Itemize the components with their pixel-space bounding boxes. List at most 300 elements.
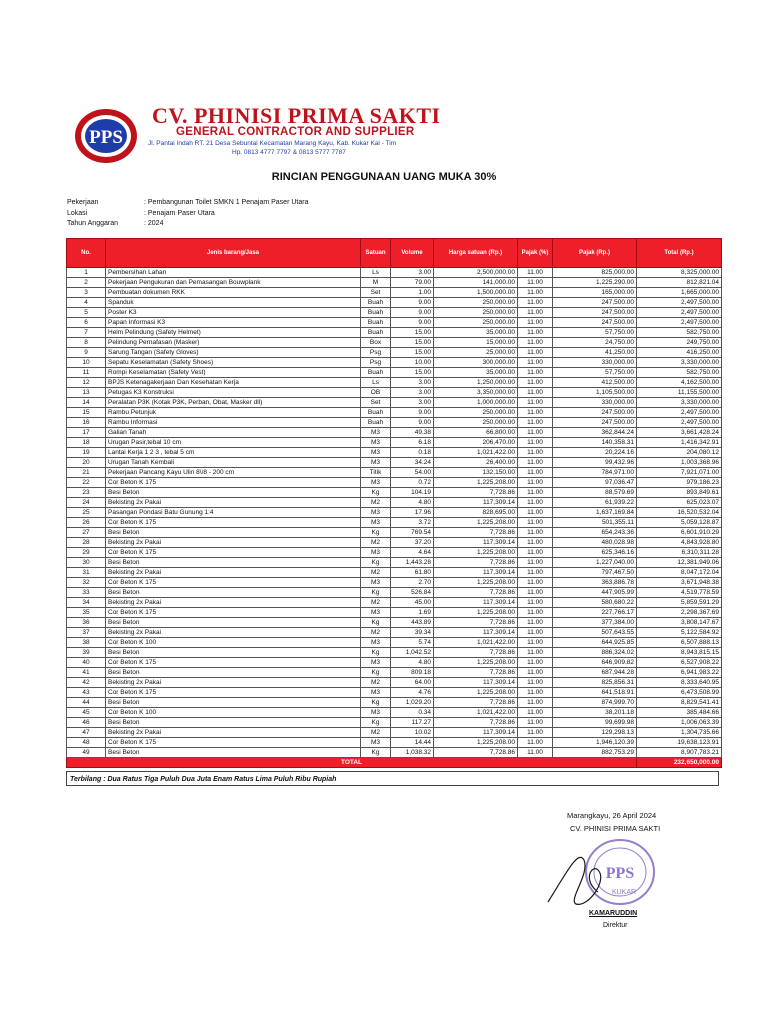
table-row (67, 678, 722, 688)
row-item: Besi Beton (106, 698, 361, 708)
table-row (67, 748, 722, 758)
row-volume: 0.18 (391, 448, 434, 458)
row-total: 812,821.04 (637, 278, 722, 288)
row-total: 5,122,584.92 (637, 628, 722, 638)
row-total: 1,003,368.96 (637, 458, 722, 468)
tahun-value: : 2024 (144, 220, 164, 227)
row-tax-pct: 11.00 (518, 708, 553, 718)
row-volume: 3.00 (391, 388, 434, 398)
row-tax-pct: 11.00 (518, 598, 553, 608)
row-volume: 3.72 (391, 518, 434, 528)
row-total: 1,416,342.91 (637, 438, 722, 448)
row-item: Rompi Keselamatan (Safety Vest) (106, 368, 361, 378)
row-volume: 39.34 (391, 628, 434, 638)
row-item: Cor Beton K 175 (106, 478, 361, 488)
row-no: 8 (67, 338, 106, 348)
table-row (67, 698, 722, 708)
row-unit-price: 1,021,422.00 (434, 638, 518, 648)
row-unit: M3 (361, 708, 391, 718)
row-tax-pct: 11.00 (518, 368, 553, 378)
row-unit-price: 117,309.14 (434, 598, 518, 608)
row-item: Besi Beton (106, 718, 361, 728)
row-tax-amount: 57,750.00 (553, 328, 637, 338)
row-total: 3,330,000.00 (637, 358, 722, 368)
row-no: 13 (67, 388, 106, 398)
row-total: 6,601,910.29 (637, 528, 722, 538)
row-volume: 37.20 (391, 538, 434, 548)
table-row (67, 268, 722, 278)
table-row (67, 408, 722, 418)
row-no: 6 (67, 318, 106, 328)
row-tax-amount: 641,518.91 (553, 688, 637, 698)
signer-name: KAMARUDDIN (589, 910, 638, 917)
row-tax-amount: 886,324.02 (553, 648, 637, 658)
company-tagline: GENERAL CONTRACTOR AND SUPPLIER (176, 126, 415, 138)
row-tax-amount: 825,856.31 (553, 678, 637, 688)
row-unit: M2 (361, 728, 391, 738)
row-unit: M3 (361, 448, 391, 458)
row-tax-pct: 11.00 (518, 608, 553, 618)
row-no: 9 (67, 348, 106, 358)
row-item: Cor Beton K 175 (106, 608, 361, 618)
table-row (67, 568, 722, 578)
row-unit-price: 250,000.00 (434, 308, 518, 318)
row-item: Bekisting 2x Pakai (106, 628, 361, 638)
row-tax-amount: 363,886.78 (553, 578, 637, 588)
row-unit-price: 7,728.86 (434, 558, 518, 568)
row-volume: 15.00 (391, 338, 434, 348)
table-row (67, 598, 722, 608)
row-total: 7,921,071.00 (637, 468, 722, 478)
row-total: 6,527,908.22 (637, 658, 722, 668)
row-no: 5 (67, 308, 106, 318)
row-tax-amount: 507,643.55 (553, 628, 637, 638)
row-volume: 0.72 (391, 478, 434, 488)
row-tax-amount: 41,250.00 (553, 348, 637, 358)
row-unit: M2 (361, 598, 391, 608)
row-unit: Kg (361, 558, 391, 568)
row-total: 8,907,783.21 (637, 748, 722, 758)
row-no: 37 (67, 628, 106, 638)
row-no: 11 (67, 368, 106, 378)
table-row (67, 318, 722, 328)
row-unit-price: 7,728.86 (434, 668, 518, 678)
row-item: Rambu Informasi (106, 418, 361, 428)
lokasi-value: : Penajam Paser Utara (144, 209, 215, 217)
row-unit-price: 117,309.14 (434, 568, 518, 578)
row-item: Besi Beton (106, 588, 361, 598)
row-unit: M2 (361, 538, 391, 548)
row-unit-price: 250,000.00 (434, 408, 518, 418)
row-item: Lantai Kerja 1 2 3 , tebal 5 cm (106, 448, 361, 458)
row-unit: Buah (361, 308, 391, 318)
total-label: TOTAL (67, 758, 637, 768)
row-item: Pekerjaan Pengukuran dan Pemasangan Bouwplank (106, 278, 361, 288)
row-total: 979,186.23 (637, 478, 722, 488)
row-tax-pct: 11.00 (518, 428, 553, 438)
row-unit: M3 (361, 478, 391, 488)
row-unit: M3 (361, 738, 391, 748)
row-item: Papan Informasi K3 (106, 318, 361, 328)
row-tax-pct: 11.00 (518, 418, 553, 428)
row-no: 25 (67, 508, 106, 518)
row-tax-amount: 1,227,040.00 (553, 558, 637, 568)
row-total: 893,849.61 (637, 488, 722, 498)
row-unit-price: 1,225,208.00 (434, 738, 518, 748)
row-tax-pct: 11.00 (518, 688, 553, 698)
row-unit: Kg (361, 488, 391, 498)
row-tax-amount: 1,105,500.00 (553, 388, 637, 398)
row-unit: M3 (361, 458, 391, 468)
row-volume: 49.38 (391, 428, 434, 438)
table-row (67, 718, 722, 728)
row-item: Bekisting 2x Pakai (106, 598, 361, 608)
row-unit-price: 1,021,422.00 (434, 708, 518, 718)
row-tax-amount: 247,500.00 (553, 318, 637, 328)
row-item: Spanduk (106, 298, 361, 308)
row-volume: 5.74 (391, 638, 434, 648)
row-tax-pct: 11.00 (518, 578, 553, 588)
row-unit-price: 141,000.00 (434, 278, 518, 288)
table-row (67, 618, 722, 628)
row-tax-pct: 11.00 (518, 728, 553, 738)
row-unit: Kg (361, 698, 391, 708)
row-item: BPJS Ketenagakerjaan Dan Kesehatan Kerja (106, 378, 361, 388)
row-volume: 15.00 (391, 348, 434, 358)
row-total: 8,943,815.15 (637, 648, 722, 658)
row-volume: 1,038.32 (391, 748, 434, 758)
row-tax-amount: 580,680.22 (553, 598, 637, 608)
row-unit: Buah (361, 368, 391, 378)
row-volume: 9.00 (391, 318, 434, 328)
row-no: 1 (67, 268, 106, 278)
row-no: 2 (67, 278, 106, 288)
row-item: Urugan Tanah Kembali (106, 458, 361, 468)
row-tax-amount: 97,036.47 (553, 478, 637, 488)
row-no: 20 (67, 458, 106, 468)
row-total: 4,519,778.59 (637, 588, 722, 598)
row-tax-amount: 61,939.22 (553, 498, 637, 508)
row-unit-price: 1,250,000.00 (434, 378, 518, 388)
table-header-row (67, 239, 722, 268)
row-total: 2,497,500.00 (637, 318, 722, 328)
table-row (67, 418, 722, 428)
row-item: Besi Beton (106, 748, 361, 758)
row-tax-pct: 11.00 (518, 618, 553, 628)
col-header-unit-price: Harga satuan (Rp.) (434, 239, 518, 268)
table-row (67, 338, 722, 348)
row-unit-price: 1,225,208.00 (434, 478, 518, 488)
row-volume: 9.00 (391, 298, 434, 308)
col-header-tax-amount: Pajak (Rp.) (553, 239, 637, 268)
table-row (67, 508, 722, 518)
row-tax-pct: 11.00 (518, 698, 553, 708)
row-volume: 9.00 (391, 308, 434, 318)
row-tax-pct: 11.00 (518, 308, 553, 318)
pekerjaan-label: Pekerjaan (67, 199, 99, 206)
row-unit: Titik (361, 468, 391, 478)
row-tax-amount: 646,909.82 (553, 658, 637, 668)
row-total: 2,497,500.00 (637, 308, 722, 318)
row-tax-pct: 11.00 (518, 348, 553, 358)
row-total: 8,325,000.00 (637, 268, 722, 278)
row-tax-amount: 377,384.00 (553, 618, 637, 628)
row-item: Cor Beton K 100 (106, 708, 361, 718)
row-tax-pct: 11.00 (518, 338, 553, 348)
row-tax-amount: 227,766.17 (553, 608, 637, 618)
row-tax-amount: 625,346.16 (553, 548, 637, 558)
row-item: Bekisting 2x Pakai (106, 538, 361, 548)
company-phone: Hp. 0813 4777 7797 & 0813 5777 7787 (232, 149, 346, 156)
table-row (67, 438, 722, 448)
row-unit-price: 1,225,208.00 (434, 608, 518, 618)
row-unit: M3 (361, 688, 391, 698)
row-tax-pct: 11.00 (518, 318, 553, 328)
row-item: Bekisting 2x Pakai (106, 728, 361, 738)
row-unit: M3 (361, 428, 391, 438)
row-unit-price: 117,309.14 (434, 628, 518, 638)
row-unit-price: 35,000.00 (434, 328, 518, 338)
row-no: 47 (67, 728, 106, 738)
table-row (67, 628, 722, 638)
row-no: 31 (67, 568, 106, 578)
row-total: 8,047,172.04 (637, 568, 722, 578)
table-row (67, 528, 722, 538)
row-total: 2,497,500.00 (637, 408, 722, 418)
table-row (67, 458, 722, 468)
row-unit: Kg (361, 668, 391, 678)
row-unit: Psg (361, 358, 391, 368)
row-item: Bekisting 2x Pakai (106, 498, 361, 508)
row-unit-price: 117,309.14 (434, 498, 518, 508)
table-row (67, 378, 722, 388)
row-total: 3,661,428.24 (637, 428, 722, 438)
row-tax-amount: 501,355.11 (553, 518, 637, 528)
row-unit-price: 25,000.00 (434, 348, 518, 358)
row-no: 41 (67, 668, 106, 678)
row-item: Helm Pelindung (Safety Helmet) (106, 328, 361, 338)
row-total: 3,671,948.38 (637, 578, 722, 588)
row-tax-pct: 11.00 (518, 678, 553, 688)
row-tax-pct: 11.00 (518, 448, 553, 458)
row-no: 23 (67, 488, 106, 498)
row-tax-pct: 11.00 (518, 408, 553, 418)
row-volume: 3.00 (391, 398, 434, 408)
row-volume: 1.69 (391, 608, 434, 618)
row-item: Besi Beton (106, 528, 361, 538)
row-item: Cor Beton K 175 (106, 688, 361, 698)
company-stamp (538, 830, 678, 920)
row-unit-price: 1,000,000.00 (434, 398, 518, 408)
row-volume: 769.54 (391, 528, 434, 538)
row-tax-pct: 11.00 (518, 748, 553, 758)
row-volume: 0.34 (391, 708, 434, 718)
row-volume: 809.18 (391, 668, 434, 678)
total-row (67, 758, 722, 768)
row-tax-pct: 11.00 (518, 648, 553, 658)
row-unit-price: 7,728.86 (434, 748, 518, 758)
row-unit-price: 828,695.00 (434, 508, 518, 518)
row-tax-pct: 11.00 (518, 488, 553, 498)
tahun-label: Tahun Anggaran (67, 220, 118, 227)
row-volume: 64.00 (391, 678, 434, 688)
row-unit-price: 250,000.00 (434, 318, 518, 328)
row-unit-price: 7,728.86 (434, 718, 518, 728)
row-tax-amount: 140,358.31 (553, 438, 637, 448)
row-total: 6,473,508.99 (637, 688, 722, 698)
row-no: 10 (67, 358, 106, 368)
row-item: Pembuatan dokumen RKK (106, 288, 361, 298)
row-tax-amount: 24,750.00 (553, 338, 637, 348)
row-volume: 61.80 (391, 568, 434, 578)
row-volume: 15.00 (391, 368, 434, 378)
row-item: Besi Beton (106, 668, 361, 678)
row-tax-amount: 362,844.24 (553, 428, 637, 438)
row-unit-price: 206,470.00 (434, 438, 518, 448)
row-tax-pct: 11.00 (518, 358, 553, 368)
row-no: 39 (67, 648, 106, 658)
row-tax-pct: 11.00 (518, 518, 553, 528)
row-tax-pct: 11.00 (518, 558, 553, 568)
row-item: Cor Beton K 175 (106, 658, 361, 668)
row-no: 12 (67, 378, 106, 388)
stamp-caption: KUKAR (611, 889, 637, 896)
row-no: 15 (67, 408, 106, 418)
row-volume: 4.80 (391, 658, 434, 668)
row-unit: Ls (361, 378, 391, 388)
table-row (67, 428, 722, 438)
row-item: Petugas K3 Konstruksi (106, 388, 361, 398)
table-row (67, 518, 722, 528)
row-unit: Psg (361, 348, 391, 358)
row-tax-pct: 11.00 (518, 458, 553, 468)
row-no: 24 (67, 498, 106, 508)
row-unit-price: 1,500,000.00 (434, 288, 518, 298)
row-item: Cor Beton K 175 (106, 548, 361, 558)
row-total: 8,829,541.41 (637, 698, 722, 708)
table-row (67, 658, 722, 668)
company-name: CV. PHINISI PRIMA SAKTI (152, 103, 441, 128)
row-unit: M3 (361, 638, 391, 648)
row-item: Urugan Pasir,tebal 10 cm (106, 438, 361, 448)
row-no: 42 (67, 678, 106, 688)
row-unit-price: 35,000.00 (434, 368, 518, 378)
row-unit-price: 26,400.00 (434, 458, 518, 468)
row-tax-amount: 447,905.99 (553, 588, 637, 598)
row-volume: 17.96 (391, 508, 434, 518)
table-row (67, 638, 722, 648)
row-unit-price: 1,225,208.00 (434, 578, 518, 588)
row-total: 3,808,147.67 (637, 618, 722, 628)
row-tax-amount: 247,500.00 (553, 298, 637, 308)
project-meta (67, 198, 308, 230)
row-volume: 1.00 (391, 288, 434, 298)
row-total: 2,298,367.69 (637, 608, 722, 618)
row-item: Besi Beton (106, 558, 361, 568)
row-unit-price: 250,000.00 (434, 298, 518, 308)
row-unit-price: 2,500,000.00 (434, 268, 518, 278)
row-total: 11,155,500.00 (637, 388, 722, 398)
row-unit-price: 7,728.86 (434, 588, 518, 598)
row-tax-pct: 11.00 (518, 628, 553, 638)
row-item: Pekerjaan Pancang Kayu Ulin 8\/8 - 200 cm (106, 468, 361, 478)
table-row (67, 348, 722, 358)
logo-text: PPS (89, 127, 123, 148)
row-unit: Kg (361, 618, 391, 628)
row-tax-pct: 11.00 (518, 658, 553, 668)
row-no: 36 (67, 618, 106, 628)
row-total: 416,250.00 (637, 348, 722, 358)
table-row (67, 488, 722, 498)
row-no: 44 (67, 698, 106, 708)
row-no: 3 (67, 288, 106, 298)
row-item: Galian Tanah (106, 428, 361, 438)
row-total: 582,750.00 (637, 328, 722, 338)
row-unit-price: 132,150.00 (434, 468, 518, 478)
row-tax-amount: 38,201.18 (553, 708, 637, 718)
row-item: Peralatan P3K (Kotak P3K, Perban, Obat, Masker dll) (106, 398, 361, 408)
row-item: Bekisting 2x Pakai (106, 568, 361, 578)
row-item: Sepatu Keselamatan (Safety Shoes) (106, 358, 361, 368)
company-logo (74, 107, 138, 165)
table-row (67, 688, 722, 698)
stamp-text: PPS (605, 865, 635, 882)
row-no: 43 (67, 688, 106, 698)
row-tax-pct: 11.00 (518, 388, 553, 398)
table-row (67, 558, 722, 568)
row-total: 19,638,123.91 (637, 738, 722, 748)
table-row (67, 708, 722, 718)
row-volume: 4.80 (391, 498, 434, 508)
table-row (67, 608, 722, 618)
row-total: 5,059,128.87 (637, 518, 722, 528)
document-title: RINCIAN PENGGUNAAN UANG MUKA 30% (271, 171, 497, 183)
row-item: Bekisting 2x Pakai (106, 678, 361, 688)
row-total: 1,665,000.00 (637, 288, 722, 298)
row-tax-amount: 644,925.85 (553, 638, 637, 648)
col-header-unit: Satuan (361, 239, 391, 268)
lokasi-label: Lokasi (67, 209, 88, 217)
row-unit-price: 1,225,208.00 (434, 518, 518, 528)
row-unit-price: 7,728.86 (434, 528, 518, 538)
row-total: 5,859,591.29 (637, 598, 722, 608)
table-row (67, 448, 722, 458)
row-tax-pct: 11.00 (518, 738, 553, 748)
table-row (67, 648, 722, 658)
table-row (67, 588, 722, 598)
row-unit: OB (361, 388, 391, 398)
row-tax-pct: 11.00 (518, 398, 553, 408)
row-tax-pct: 11.00 (518, 498, 553, 508)
row-no: 18 (67, 438, 106, 448)
row-unit-price: 7,728.86 (434, 618, 518, 628)
row-volume: 3.00 (391, 378, 434, 388)
amount-in-words: Terbilang : Dua Ratus Tiga Puluh Dua Juta Enam Ratus Lima Puluh Ribu Rupiah (66, 771, 719, 786)
row-tax-amount: 129,298.13 (553, 728, 637, 738)
row-total: 249,750.00 (637, 338, 722, 348)
row-item: Besi Beton (106, 648, 361, 658)
row-unit: Buah (361, 298, 391, 308)
row-unit-price: 117,309.14 (434, 678, 518, 688)
expense-table (66, 238, 722, 768)
row-no: 19 (67, 448, 106, 458)
row-tax-pct: 11.00 (518, 268, 553, 278)
row-item: Poster K3 (106, 308, 361, 318)
row-unit: Ls (361, 268, 391, 278)
row-no: 33 (67, 588, 106, 598)
row-item: Pelindung Pernafasan (Masker) (106, 338, 361, 348)
row-unit: Kg (361, 648, 391, 658)
